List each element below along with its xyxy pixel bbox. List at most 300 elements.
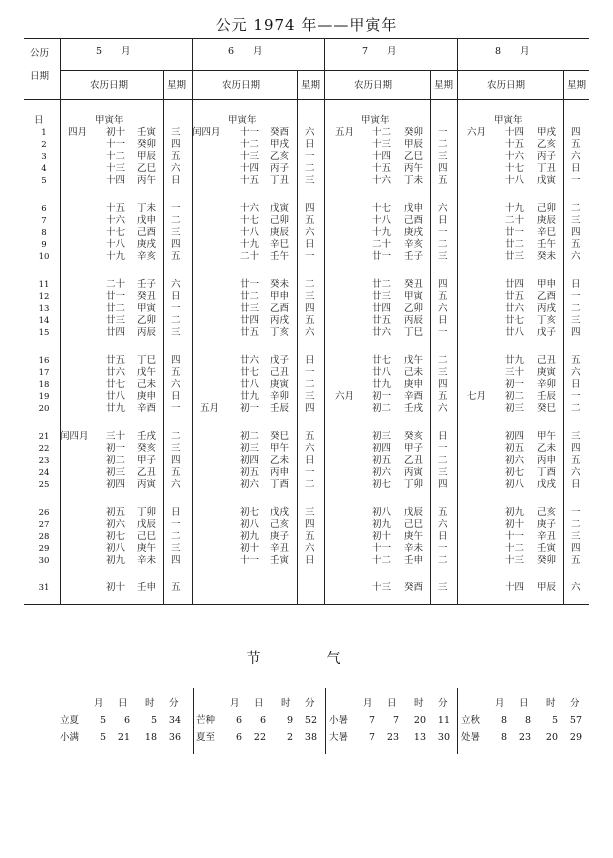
lunar-month-label: 闰四月 xyxy=(192,127,221,138)
weekday: 六 xyxy=(438,203,448,214)
ganzhi: 丁丑 xyxy=(537,163,557,174)
term-col-header: 日 xyxy=(118,698,128,709)
weekday: 四 xyxy=(305,403,315,414)
month-header-8: 8 月 xyxy=(495,46,530,57)
lunar-month-label: 六月 xyxy=(467,127,487,138)
weekday: 一 xyxy=(438,543,448,554)
ganzhi: 丙戌 xyxy=(270,315,290,326)
lunar-day: 廿三 xyxy=(505,251,525,262)
term-value: 23 xyxy=(386,732,399,743)
block-divider-0 xyxy=(60,38,61,604)
weekday-divider-1 xyxy=(297,70,298,604)
ganzhi: 癸亥 xyxy=(137,443,157,454)
weekday: 六 xyxy=(305,227,315,238)
weekday: 六 xyxy=(171,279,181,290)
lunar-day: 廿六 xyxy=(240,355,260,366)
lunar-day: 十二 xyxy=(106,151,126,162)
gregorian-day: 28 xyxy=(38,532,50,542)
weekday: 六 xyxy=(438,519,448,530)
term-name: 夏至 xyxy=(196,732,216,743)
lunar-day: 初五 xyxy=(372,455,392,466)
lunar-day: 十八 xyxy=(505,175,525,186)
term-value: 21 xyxy=(117,732,130,743)
lunar-day: 廿一 xyxy=(505,227,525,238)
weekday: 三 xyxy=(171,227,181,238)
ganzhi: 丙午 xyxy=(404,163,424,174)
block-divider-1 xyxy=(192,38,193,604)
ganzhi: 庚午 xyxy=(137,543,157,554)
lunar-day: 廿三 xyxy=(372,291,392,302)
lunar-day: 廿二 xyxy=(505,239,525,250)
weekday: 一 xyxy=(438,443,448,454)
ganzhi: 丙戌 xyxy=(537,303,557,314)
ganzhi: 丙申 xyxy=(537,455,557,466)
lunar-day: 廿二 xyxy=(240,291,260,302)
gregorian-day: 23 xyxy=(38,456,50,466)
weekday: 三 xyxy=(171,127,181,138)
weekday: 六 xyxy=(571,251,581,262)
term-value: 8 xyxy=(500,732,507,743)
lunar-day: 廿七 xyxy=(372,355,392,366)
term-value: 57 xyxy=(569,715,582,726)
lunar-day: 十二 xyxy=(240,139,260,150)
ganzhi: 戊子 xyxy=(537,327,557,338)
weekday: 四 xyxy=(171,555,181,566)
ganzhi: 己巳 xyxy=(404,519,424,530)
lunar-year-label: 甲寅年 xyxy=(228,115,257,126)
ganzhi: 己亥 xyxy=(270,519,290,530)
lunar-day: 初四 xyxy=(505,431,525,442)
lunar-day: 廿四 xyxy=(240,315,260,326)
ganzhi: 甲戌 xyxy=(270,139,290,150)
lunar-day: 廿八 xyxy=(106,391,126,402)
term-value: 8 xyxy=(524,715,531,726)
day-label: 日 xyxy=(34,115,44,126)
term-value: 7 xyxy=(368,715,375,726)
weekday: 三 xyxy=(571,531,581,542)
weekday: 三 xyxy=(305,391,315,402)
ganzhi: 庚子 xyxy=(537,519,557,530)
lunar-day: 初六 xyxy=(106,519,126,530)
lunar-day: 初三 xyxy=(372,431,392,442)
gregorian-day: 3 xyxy=(41,152,47,162)
lunar-day: 初九 xyxy=(505,507,525,518)
lunar-month-label: 五月 xyxy=(200,403,220,414)
weekday: 二 xyxy=(571,203,581,214)
weekday: 五 xyxy=(171,467,181,478)
ganzhi: 戊寅 xyxy=(270,203,290,214)
weekday: 三 xyxy=(305,507,315,518)
ganzhi: 乙未 xyxy=(537,443,557,454)
lunar-day: 十一 xyxy=(106,139,126,150)
ganzhi: 己亥 xyxy=(537,507,557,518)
header-bottom-rule xyxy=(24,99,589,100)
weekday: 四 xyxy=(438,163,448,174)
weekday: 一 xyxy=(438,327,448,338)
weekday: 一 xyxy=(305,251,315,262)
weekday: 三 xyxy=(171,327,181,338)
lunar-day: 十八 xyxy=(372,215,392,226)
lunar-day: 十九 xyxy=(240,239,260,250)
weekday: 五 xyxy=(171,151,181,162)
lunar-day: 初十 xyxy=(106,582,126,593)
term-col-header: 月 xyxy=(363,698,373,709)
weekday: 六 xyxy=(438,303,448,314)
weekday: 五 xyxy=(305,315,315,326)
lunar-day: 廿三 xyxy=(240,303,260,314)
lunar-day: 廿五 xyxy=(505,291,525,302)
ganzhi: 丙寅 xyxy=(404,467,424,478)
weekday: 日 xyxy=(305,455,315,466)
lunar-day: 廿九 xyxy=(505,355,525,366)
gregorian-day: 24 xyxy=(38,468,50,478)
lunar-day: 十七 xyxy=(106,227,126,238)
weekday: 五 xyxy=(305,215,315,226)
weekday: 日 xyxy=(171,175,181,186)
gregorian-day: 12 xyxy=(38,292,50,302)
weekday: 日 xyxy=(305,555,315,566)
gregorian-day: 16 xyxy=(38,356,50,366)
weekday: 二 xyxy=(171,215,181,226)
ganzhi: 丙辰 xyxy=(137,327,157,338)
lunar-date-header: 农历日期 xyxy=(222,80,261,91)
weekday: 日 xyxy=(171,291,181,302)
lunar-day: 廿五 xyxy=(240,327,260,338)
weekday: 四 xyxy=(171,355,181,366)
ganzhi: 辛亥 xyxy=(137,251,157,262)
lunar-day: 十一 xyxy=(505,531,525,542)
lunar-day: 初四 xyxy=(372,443,392,454)
ganzhi: 辛卯 xyxy=(537,379,557,390)
gregorian-day: 2 xyxy=(41,140,47,150)
lunar-day: 廿八 xyxy=(505,327,525,338)
ganzhi: 己酉 xyxy=(137,227,157,238)
lunar-month-label: 七月 xyxy=(467,391,487,402)
lunar-date-header: 农历日期 xyxy=(487,80,526,91)
term-col-header: 时 xyxy=(414,698,424,709)
weekday: 四 xyxy=(571,443,581,454)
weekday: 日 xyxy=(438,215,448,226)
weekday: 二 xyxy=(305,279,315,290)
month-header-6: 6 月 xyxy=(228,46,263,57)
lunar-day: 初三 xyxy=(106,467,126,478)
weekday: 二 xyxy=(438,239,448,250)
table-bottom-rule xyxy=(24,604,589,605)
weekday: 三 xyxy=(438,467,448,478)
lunar-day: 十四 xyxy=(505,127,525,138)
ganzhi: 丁亥 xyxy=(537,315,557,326)
lunar-day: 廿四 xyxy=(505,279,525,290)
lunar-day: 十一 xyxy=(372,543,392,554)
weekday: 五 xyxy=(305,431,315,442)
ganzhi: 壬子 xyxy=(404,251,424,262)
ganzhi: 庚午 xyxy=(404,531,424,542)
solar-terms-title: 节 气 xyxy=(246,651,367,667)
lunar-day: 廿一 xyxy=(372,251,392,262)
ganzhi: 戊寅 xyxy=(537,175,557,186)
ganzhi: 丁巳 xyxy=(137,355,157,366)
ganzhi: 壬戌 xyxy=(137,431,157,442)
lunar-day: 初七 xyxy=(240,507,260,518)
lunar-day: 廿二 xyxy=(106,303,126,314)
lunar-day: 十三 xyxy=(106,163,126,174)
term-name: 小暑 xyxy=(329,715,349,726)
lunar-day: 初二 xyxy=(505,391,525,402)
ganzhi: 辛未 xyxy=(137,555,157,566)
weekday: 五 xyxy=(438,291,448,302)
ganzhi: 甲辰 xyxy=(537,582,557,593)
lunar-day: 初五 xyxy=(106,507,126,518)
ganzhi: 乙巳 xyxy=(137,163,157,174)
weekday: 一 xyxy=(571,507,581,518)
term-name: 处暑 xyxy=(461,732,481,743)
weekday: 五 xyxy=(171,582,181,593)
ganzhi: 乙巳 xyxy=(404,151,424,162)
lunar-day: 初十 xyxy=(372,531,392,542)
lunar-day: 初六 xyxy=(372,467,392,478)
ganzhi: 丙子 xyxy=(270,163,290,174)
term-value: 8 xyxy=(500,715,507,726)
term-col-header: 月 xyxy=(230,698,240,709)
lunar-day: 十八 xyxy=(106,239,126,250)
lunar-day: 廿四 xyxy=(372,303,392,314)
lunar-day: 初二 xyxy=(240,431,260,442)
weekday: 三 xyxy=(305,291,315,302)
lunar-day: 十四 xyxy=(505,582,525,593)
ganzhi: 戊申 xyxy=(404,203,424,214)
lunar-day: 十二 xyxy=(372,127,392,138)
ganzhi: 甲子 xyxy=(404,443,424,454)
term-value: 7 xyxy=(368,732,375,743)
weekday: 日 xyxy=(171,507,181,518)
lunar-day: 十五 xyxy=(505,139,525,150)
weekday: 日 xyxy=(438,315,448,326)
ganzhi: 戊申 xyxy=(137,215,157,226)
lunar-day: 初六 xyxy=(505,455,525,466)
lunar-day: 廿五 xyxy=(106,355,126,366)
ganzhi: 乙丑 xyxy=(137,467,157,478)
lunar-day: 三十 xyxy=(106,431,126,442)
lunar-day: 初八 xyxy=(106,543,126,554)
ganzhi: 己卯 xyxy=(270,215,290,226)
ganzhi: 癸卯 xyxy=(137,139,157,150)
ganzhi: 庚申 xyxy=(404,379,424,390)
term-value: 30 xyxy=(437,732,450,743)
gregorian-day: 9 xyxy=(41,240,47,250)
weekday: 四 xyxy=(305,303,315,314)
weekday: 一 xyxy=(305,467,315,478)
lunar-day: 十二 xyxy=(505,543,525,554)
term-name: 小满 xyxy=(60,732,80,743)
ganzhi: 庚辰 xyxy=(537,215,557,226)
lunar-day: 二十 xyxy=(106,279,126,290)
gregorian-day: 6 xyxy=(41,204,47,214)
ganzhi: 丙寅 xyxy=(137,479,157,490)
term-col-header: 分 xyxy=(305,698,315,709)
lunar-day: 十九 xyxy=(505,203,525,214)
ganzhi: 壬寅 xyxy=(137,127,157,138)
weekday: 四 xyxy=(438,279,448,290)
ganzhi: 丁酉 xyxy=(270,479,290,490)
lunar-day: 十二 xyxy=(372,555,392,566)
term-value: 22 xyxy=(253,732,266,743)
weekday: 四 xyxy=(571,543,581,554)
lunar-date-header: 农历日期 xyxy=(90,80,129,91)
ganzhi: 乙酉 xyxy=(270,303,290,314)
weekday: 日 xyxy=(438,531,448,542)
ganzhi: 甲子 xyxy=(137,455,157,466)
weekday: 二 xyxy=(438,455,448,466)
ganzhi: 己卯 xyxy=(537,203,557,214)
term-name: 大暑 xyxy=(329,732,349,743)
lunar-day: 初七 xyxy=(505,467,525,478)
weekday: 日 xyxy=(305,139,315,150)
lunar-day: 十七 xyxy=(372,203,392,214)
term-value: 5 xyxy=(551,715,558,726)
ganzhi: 辛丑 xyxy=(270,543,290,554)
lunar-day: 初七 xyxy=(106,531,126,542)
lunar-day: 初一 xyxy=(505,379,525,390)
ganzhi: 戊子 xyxy=(270,355,290,366)
weekday: 五 xyxy=(571,455,581,466)
lunar-day: 十六 xyxy=(106,215,126,226)
gregorian-day: 30 xyxy=(38,556,50,566)
ganzhi: 乙未 xyxy=(270,455,290,466)
ganzhi: 辛卯 xyxy=(270,391,290,402)
weekday: 二 xyxy=(171,431,181,442)
gregorian-day: 25 xyxy=(38,480,50,490)
ganzhi: 癸巳 xyxy=(270,431,290,442)
term-value: 23 xyxy=(518,732,531,743)
ganzhi: 乙卯 xyxy=(137,315,157,326)
weekday: 二 xyxy=(438,555,448,566)
lunar-day: 初四 xyxy=(240,455,260,466)
gregorian-day: 15 xyxy=(38,328,50,338)
ganzhi: 辛酉 xyxy=(137,403,157,414)
ganzhi: 壬午 xyxy=(270,251,290,262)
gregorian-day: 11 xyxy=(38,280,50,290)
ganzhi: 己未 xyxy=(404,367,424,378)
weekday: 五 xyxy=(171,251,181,262)
ganzhi: 甲戌 xyxy=(537,127,557,138)
weekday: 四 xyxy=(171,139,181,150)
weekday-header: 星期 xyxy=(567,80,587,91)
ganzhi: 癸巳 xyxy=(537,403,557,414)
weekday: 四 xyxy=(438,479,448,490)
weekday: 一 xyxy=(438,127,448,138)
term-value: 5 xyxy=(150,715,157,726)
weekday: 六 xyxy=(171,379,181,390)
gregorian-day: 19 xyxy=(38,392,50,402)
ganzhi: 壬辰 xyxy=(537,391,557,402)
lunar-day: 初三 xyxy=(240,443,260,454)
ganzhi: 辛酉 xyxy=(404,391,424,402)
weekday: 三 xyxy=(438,251,448,262)
gregorian-day: 7 xyxy=(41,216,47,226)
weekday: 六 xyxy=(571,467,581,478)
term-value: 6 xyxy=(235,732,242,743)
month-header-7: 7 月 xyxy=(362,46,397,57)
lunar-day: 初十 xyxy=(240,543,260,554)
lunar-day: 廿八 xyxy=(240,379,260,390)
weekday: 日 xyxy=(571,163,581,174)
lunar-day: 初十 xyxy=(505,519,525,530)
lunar-day: 初二 xyxy=(106,455,126,466)
lunar-day: 二十 xyxy=(505,215,525,226)
lunar-day: 十五 xyxy=(372,163,392,174)
ganzhi: 甲寅 xyxy=(137,303,157,314)
term-value: 52 xyxy=(304,715,317,726)
weekday: 三 xyxy=(571,215,581,226)
term-value: 5 xyxy=(99,732,106,743)
ganzhi: 辛丑 xyxy=(537,531,557,542)
term-col-header: 分 xyxy=(169,698,179,709)
lunar-day: 初十 xyxy=(106,127,126,138)
weekday: 一 xyxy=(438,227,448,238)
ganzhi: 丙申 xyxy=(270,467,290,478)
ganzhi: 甲辰 xyxy=(137,151,157,162)
ganzhi: 壬戌 xyxy=(404,403,424,414)
lunar-day: 二十 xyxy=(240,251,260,262)
weekday-header: 星期 xyxy=(434,80,454,91)
ganzhi: 庚辰 xyxy=(270,227,290,238)
ganzhi: 癸酉 xyxy=(404,582,424,593)
lunar-day: 廿二 xyxy=(372,279,392,290)
ganzhi: 己未 xyxy=(137,379,157,390)
lunar-day: 初一 xyxy=(372,391,392,402)
month-header-5: 5 月 xyxy=(96,46,131,57)
lunar-month-label: 六月 xyxy=(335,391,355,402)
lunar-day: 十一 xyxy=(240,127,260,138)
ganzhi: 癸未 xyxy=(537,251,557,262)
ganzhi: 甲午 xyxy=(537,431,557,442)
lunar-day: 廿八 xyxy=(372,367,392,378)
lunar-day: 初四 xyxy=(106,479,126,490)
term-col-header: 日 xyxy=(519,698,529,709)
term-col-header: 时 xyxy=(546,698,556,709)
term-name: 立秋 xyxy=(461,715,481,726)
weekday: 四 xyxy=(438,379,448,390)
weekday: 三 xyxy=(438,367,448,378)
ganzhi: 甲寅 xyxy=(404,291,424,302)
ganzhi: 戊午 xyxy=(404,355,424,366)
ganzhi: 己丑 xyxy=(537,355,557,366)
weekday: 五 xyxy=(571,239,581,250)
term-value: 18 xyxy=(144,732,157,743)
weekday: 一 xyxy=(171,303,181,314)
ganzhi: 庚寅 xyxy=(270,379,290,390)
weekday: 六 xyxy=(571,151,581,162)
ganzhi: 辛巳 xyxy=(537,227,557,238)
gregorian-day: 27 xyxy=(38,520,50,530)
ganzhi: 丙午 xyxy=(137,175,157,186)
lunar-day: 廿一 xyxy=(240,279,260,290)
ganzhi: 乙酉 xyxy=(537,291,557,302)
ganzhi: 丙辰 xyxy=(404,315,424,326)
lunar-day: 廿六 xyxy=(505,303,525,314)
weekday: 二 xyxy=(171,531,181,542)
weekday: 五 xyxy=(571,139,581,150)
term-value: 6 xyxy=(259,715,266,726)
ganzhi: 庚申 xyxy=(137,391,157,402)
lunar-day: 十七 xyxy=(240,215,260,226)
term-value: 7 xyxy=(392,715,399,726)
weekday: 五 xyxy=(438,391,448,402)
ganzhi: 癸卯 xyxy=(404,127,424,138)
gregorian-day: 26 xyxy=(38,508,50,518)
lunar-day: 十四 xyxy=(106,175,126,186)
lunar-day: 十六 xyxy=(505,151,525,162)
